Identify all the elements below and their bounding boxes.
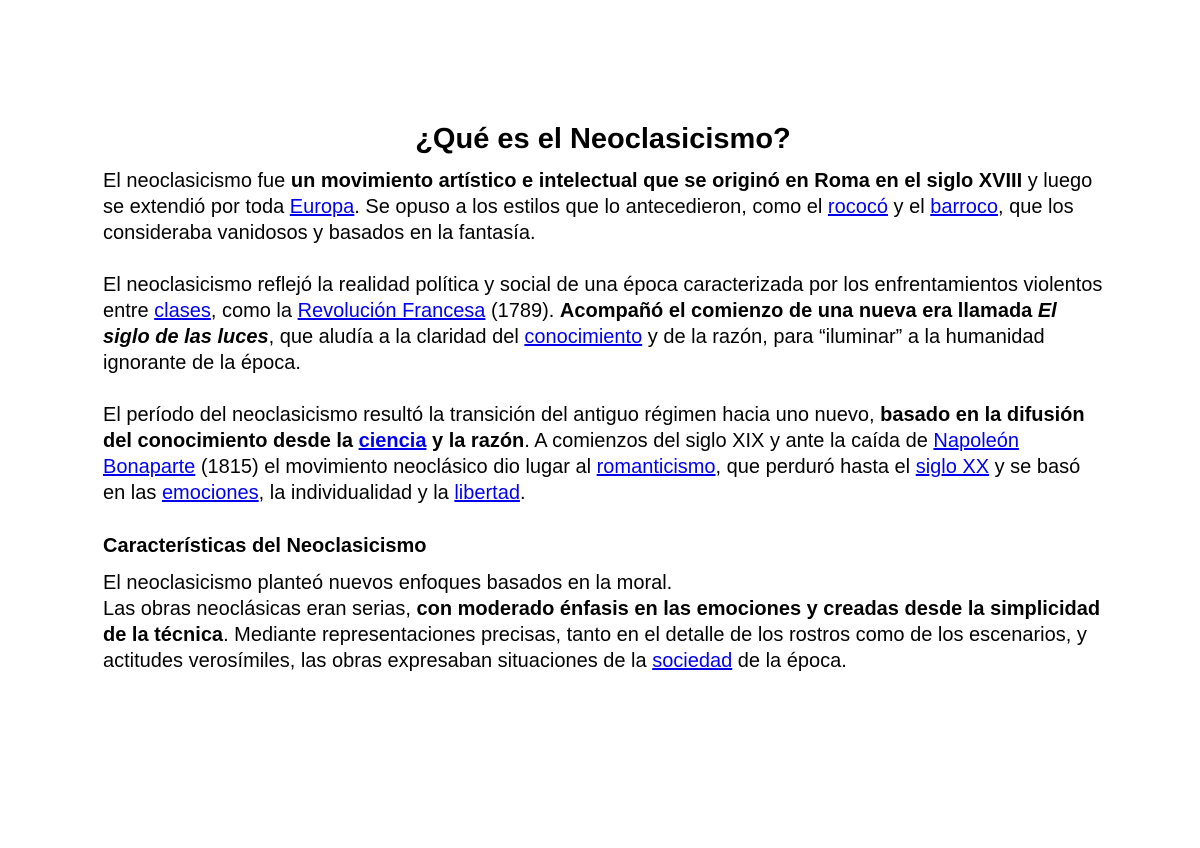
text-run: .: [519, 482, 526, 504]
link-siglo-xx[interactable]: siglo XX: [915, 456, 990, 478]
link-emociones[interactable]: emociones: [161, 482, 259, 504]
text-run: (1815) el movimiento neoclásico dio lugar al: [195, 456, 597, 478]
bold-run: con moderado énfasis en las emociones y creadas desde la simplicidad de la técnica: [103, 598, 1101, 646]
text-run: , que aludía a la claridad del: [268, 326, 525, 348]
text-run: . A comienzos del siglo XIX y ante la caída de: [524, 430, 934, 452]
text-run: . Mediante representaciones precisas, tanto en el detalle de los rostros como de los escenarios, y actitudes verosímiles, las obras expresaban situaciones de la: [103, 624, 1087, 672]
link-napoleon-bonaparte[interactable]: Napoleón Bonaparte: [103, 430, 1020, 478]
link-romanticismo[interactable]: romanticismo: [596, 456, 716, 478]
paragraph-moral: El neoclasicismo planteó nuevos enfoques basados en la moral.: [103, 572, 673, 594]
text-run: , que perduró hasta el: [715, 456, 916, 478]
text-run: y de la razón, para “iluminar” a la humanidad ignorante de la época.: [103, 326, 1045, 374]
paragraph-transition: [103, 402, 1103, 506]
bold-italic-run: El siglo de las luces: [103, 300, 1057, 348]
bold-run: y la razón: [426, 430, 525, 452]
bold-run: basado en la difusión del conocimiento desde la: [103, 404, 1085, 452]
text-run: y luego se extendió por toda: [103, 170, 1093, 218]
text-run: El neoclasicismo fue: [103, 170, 291, 192]
text-run: El neoclasicismo reflejó la realidad política y social de una época caracterizada por los enfrentamientos violentos entre: [103, 274, 1103, 322]
link-rococo[interactable]: rococó: [827, 196, 888, 218]
page-title: ¿Qué es el Neoclasicismo?: [415, 123, 791, 155]
paragraph-intro: [103, 168, 1103, 246]
text-run: y el: [887, 196, 931, 218]
text-run: El período del neoclasicismo resultó la transición del antiguo régimen hacia uno nuevo,: [103, 404, 881, 426]
text-run: (1789).: [485, 300, 560, 322]
text-run: . Se opuso a los estilos que lo antecedieron, como el: [354, 196, 828, 218]
link-clases[interactable]: clases: [154, 300, 211, 322]
section-heading: Características del Neoclasicismo: [103, 535, 427, 557]
text-run: , que los consideraba vanidosos y basados en la fantasía.: [103, 196, 1074, 244]
document-page: [103, 120, 1103, 674]
link-revolucion-francesa[interactable]: Revolución Francesa: [297, 300, 486, 322]
text-run: de la época.: [732, 650, 847, 672]
paragraph-context: [103, 272, 1103, 376]
text-run: Las obras neoclásicas eran serias,: [103, 598, 417, 620]
bold-run: Acompañó el comienzo de una nueva era llamada: [559, 300, 1038, 322]
text-run: y se basó en las: [103, 456, 1081, 504]
paragraph-works: [103, 596, 1103, 674]
link-libertad[interactable]: libertad: [454, 482, 520, 504]
link-europa[interactable]: Europa: [289, 196, 355, 218]
link-sociedad[interactable]: sociedad: [652, 650, 733, 672]
text-run: , la individualidad y la: [258, 482, 455, 504]
link-barroco[interactable]: barroco: [930, 196, 999, 218]
link-ciencia[interactable]: ciencia: [358, 430, 427, 452]
link-conocimiento[interactable]: conocimiento: [524, 326, 643, 348]
bold-run: un movimiento artístico e intelectual que se originó en Roma en el siglo XVIII: [290, 170, 1023, 192]
text-run: , como la: [210, 300, 298, 322]
